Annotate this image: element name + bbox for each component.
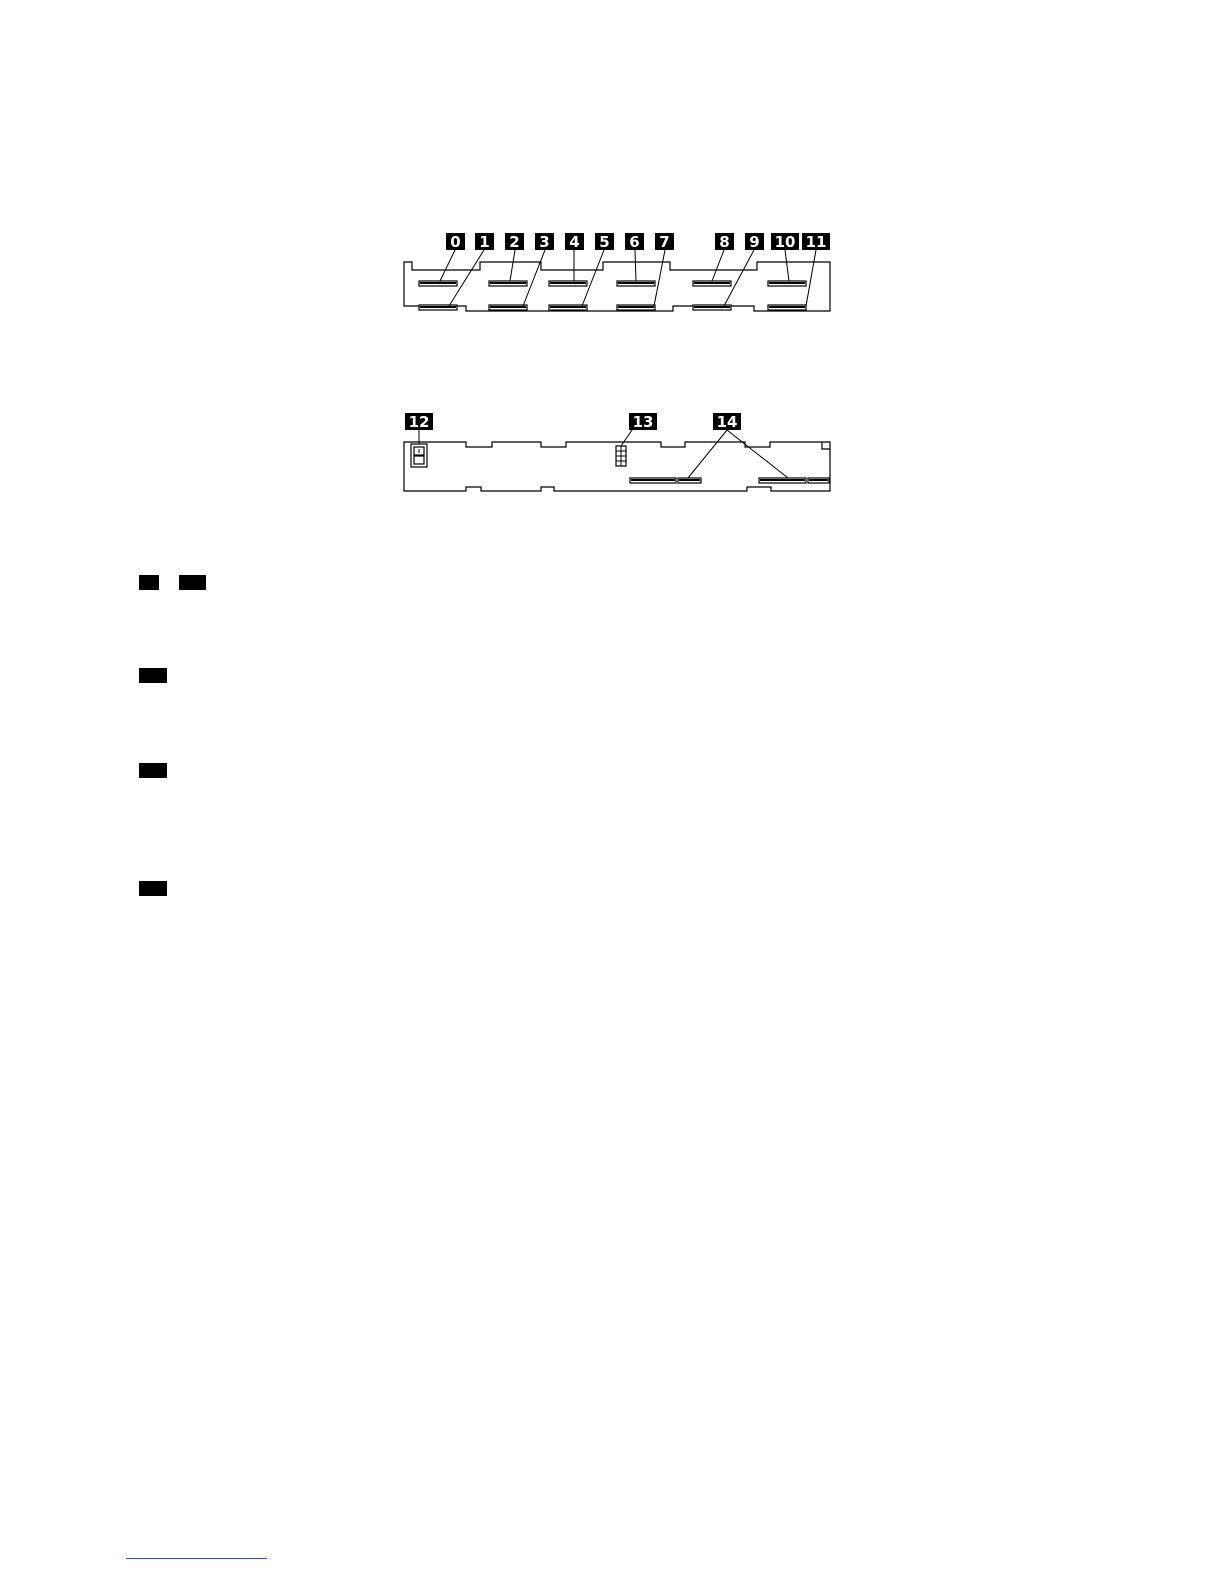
footer-link-underline: [126, 1558, 267, 1559]
callout-14: 14: [716, 413, 738, 431]
callout-4: 4: [569, 233, 580, 251]
callout-3: 3: [539, 233, 550, 251]
bottom-callouts: [405, 413, 741, 431]
callout-8: 8: [719, 233, 730, 251]
bottom-backplane: [404, 413, 830, 491]
callout-9: 9: [749, 233, 760, 251]
callout-0: 0: [450, 233, 461, 251]
legend-marker-11: [179, 575, 206, 590]
top-callouts: [446, 233, 830, 251]
callout-13: 13: [632, 413, 654, 431]
callout-11: 11: [805, 233, 827, 251]
callout-6: 6: [629, 233, 640, 251]
callout-7: 7: [659, 233, 670, 251]
power-connector: [411, 444, 427, 467]
callout-2: 2: [509, 233, 520, 251]
callout-1: 1: [479, 233, 490, 251]
legend-marker-12: [139, 668, 167, 683]
callout-12: 12: [408, 413, 430, 431]
callout-10: 10: [774, 233, 796, 251]
legend-marker-14: [139, 881, 167, 896]
callout-5: 5: [599, 233, 610, 251]
legend-marker-13: [139, 763, 167, 778]
legend-marker-0: [139, 575, 159, 590]
top-backplane: [404, 233, 830, 311]
signal-header: [616, 446, 626, 466]
